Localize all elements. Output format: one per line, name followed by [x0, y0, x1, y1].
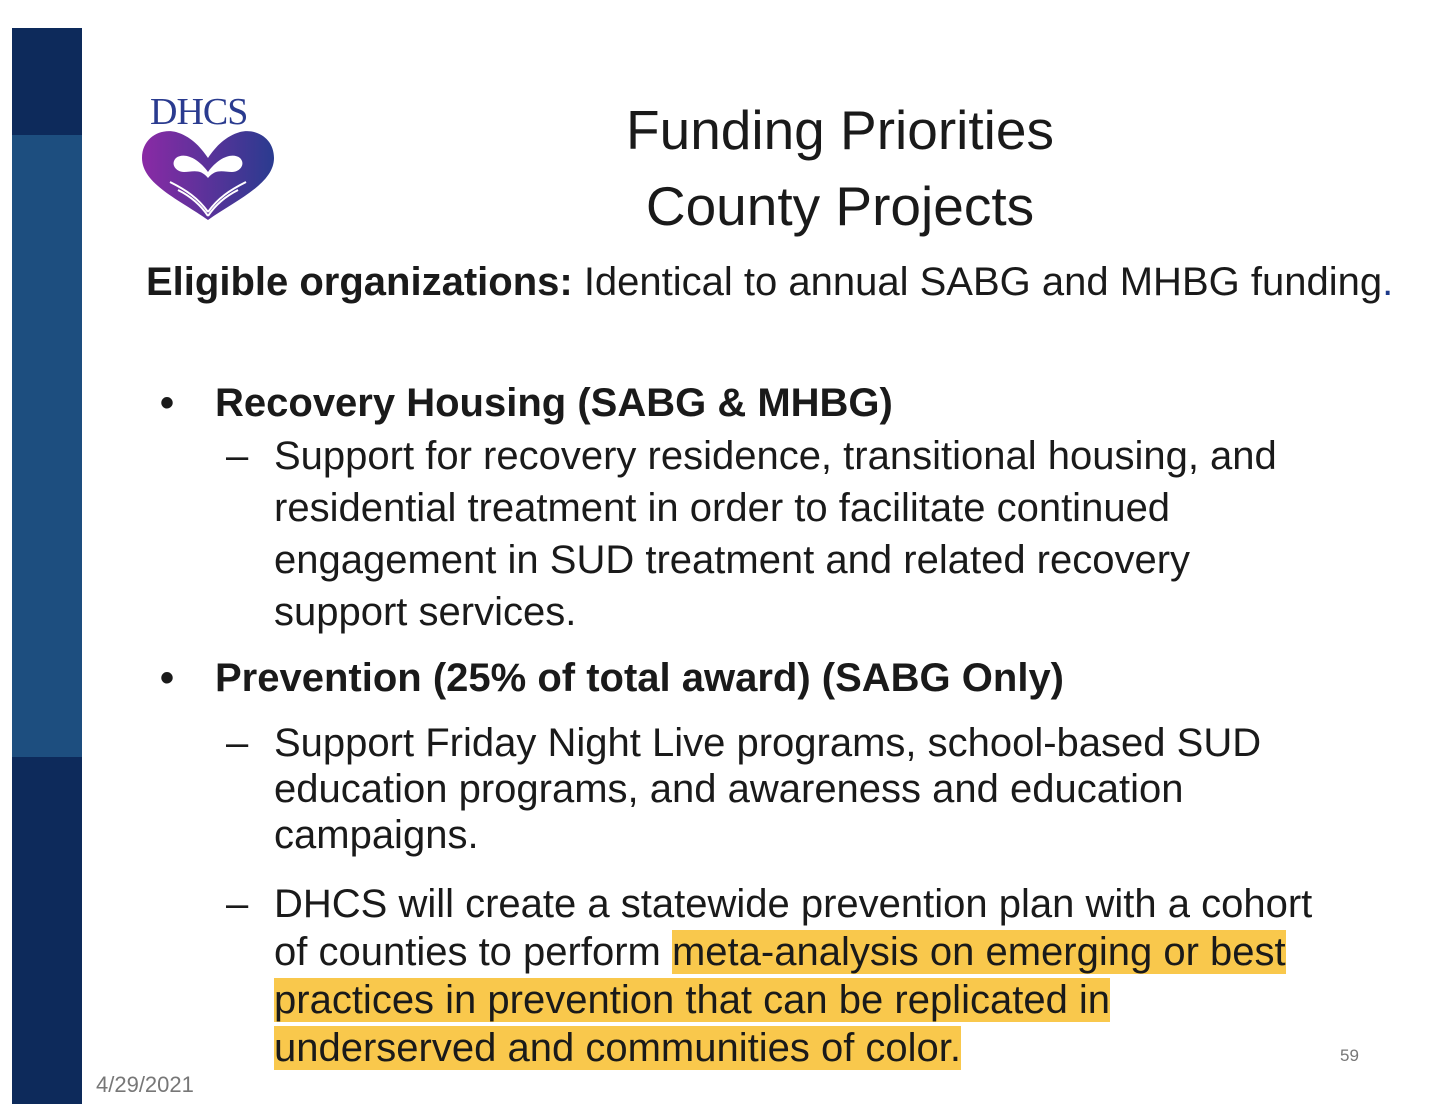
text-line: Support Friday Night Live programs, school-based SUD — [274, 721, 1262, 765]
text-line: education programs, and awareness and education — [274, 767, 1184, 811]
slide-sidebar — [12, 28, 82, 1104]
text-line: campaigns. — [274, 813, 479, 857]
text-line — [274, 976, 1414, 1024]
bullet-mark: • — [160, 656, 175, 700]
text-line: support services. — [274, 590, 577, 634]
slide-title — [560, 92, 1120, 244]
title-line-2: County Projects — [645, 175, 1035, 237]
highlighted-text: underserved and communities of color. — [274, 1026, 962, 1070]
text-line: DHCS will create a statewide prevention plan with a cohort — [274, 882, 1313, 926]
sub-text — [274, 720, 1414, 858]
text-line — [274, 928, 1414, 976]
dhcs-logo — [140, 92, 280, 224]
eligible-organizations — [146, 256, 1406, 308]
heart-hands-icon — [140, 128, 276, 224]
text-line: engagement in SUD treatment and related recovery — [274, 538, 1191, 582]
sidebar-middle-block — [12, 135, 82, 757]
highlighted-text: practices in prevention that can be replicated in — [274, 978, 1111, 1022]
sub-dash: – — [226, 882, 249, 926]
sub-dash: – — [226, 721, 249, 765]
highlighted-text: meta-analysis on emerging or best — [671, 930, 1286, 974]
text-line: Support for recovery residence, transitional housing, and — [274, 434, 1277, 478]
text-plain: of counties to perform — [274, 930, 672, 974]
bullet-heading: Recovery Housing (SABG & MHBG) — [215, 381, 893, 425]
text-line: residential treatment in order to facilitate continued — [274, 486, 1171, 530]
sidebar-bottom-block — [12, 757, 82, 1104]
intro-period: . — [1382, 260, 1394, 304]
sub-text — [274, 430, 1414, 638]
text-line — [274, 1024, 1414, 1072]
bullet-mark: • — [160, 381, 175, 425]
intro-label: Eligible organizations: — [146, 260, 573, 304]
title-line-1: Funding Priorities — [626, 99, 1054, 161]
sub-dash: – — [226, 434, 249, 478]
intro-text: Identical to annual SABG and MHBG funding — [572, 260, 1383, 304]
bullet-heading: Prevention (25% of total award) (SABG Only) — [215, 656, 1065, 700]
slide-date: 4/29/2021 — [96, 1072, 194, 1097]
sidebar-top-block — [12, 28, 82, 135]
sub-text — [274, 880, 1414, 1072]
page-number: 59 — [1340, 1046, 1359, 1065]
logo-text: DHCS — [150, 91, 248, 133]
